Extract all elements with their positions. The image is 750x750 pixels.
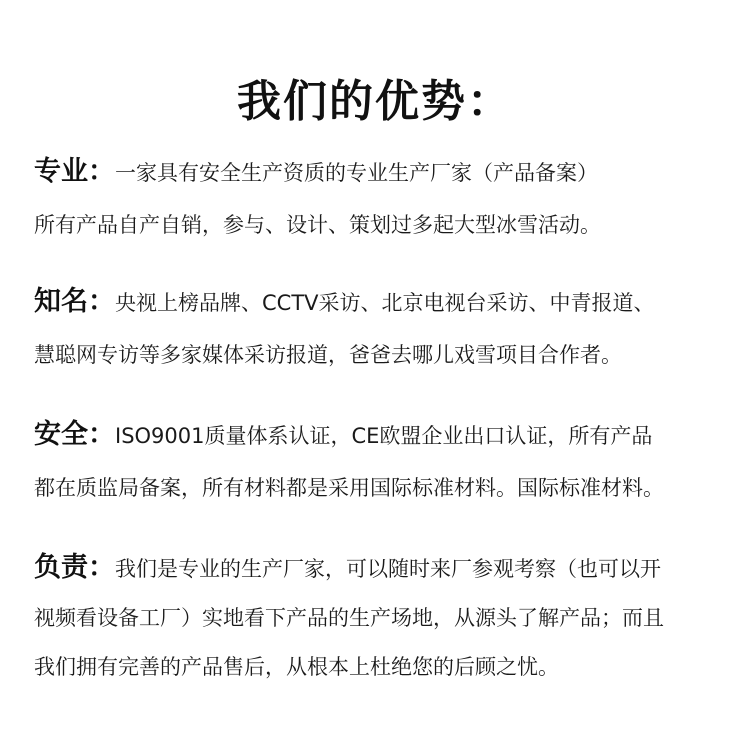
section-famous — [34, 288, 734, 393]
section-text: 视频看设备工厂）实地看下产品的生产场地，从源头了解产品；而且 — [34, 606, 664, 630]
section-line — [34, 288, 734, 317]
section-text: 所有产品自产自销，参与、设计、策划过多起大型冰雪活动。 — [34, 213, 601, 237]
section-separator: ： — [88, 419, 115, 450]
section-separator: ： — [88, 286, 115, 317]
section-line — [34, 158, 734, 187]
section-text: ISO9001质量体系认证，CE欧盟企业出口认证，所有产品 — [115, 424, 653, 448]
section-separator: ： — [88, 552, 115, 583]
section-text: 都在质监局备案，所有材料都是采用国际标准材料。国际标准材料。 — [34, 476, 664, 500]
section-text: 央视上榜品牌、CCTV采访、北京电视台采访、中青报道、 — [115, 291, 655, 315]
section-line — [34, 421, 734, 450]
section-separator: ： — [88, 156, 115, 187]
section-text: 一家具有安全生产资质的专业生产厂家（产品备案） — [115, 161, 598, 185]
section-line — [34, 211, 734, 239]
section-professional — [34, 158, 734, 263]
section-text: 我们拥有完善的产品售后，从根本上杜绝您的后顾之忧。 — [34, 655, 559, 679]
section-line — [34, 474, 734, 502]
section-label: 专业 — [34, 156, 88, 187]
section-line — [34, 341, 734, 369]
section-text: 慧聪网专访等多家媒体采访报道，爸爸去哪儿戏雪项目合作者。 — [34, 343, 622, 367]
section-text: 我们是专业的生产厂家，可以随时来厂参观考察（也可以开 — [115, 557, 661, 581]
section-line — [34, 653, 734, 681]
page-title: 我们的优势： — [237, 76, 513, 127]
section-label: 知名 — [34, 286, 88, 317]
section-line — [34, 604, 734, 632]
section-line — [34, 554, 734, 583]
section-label: 安全 — [34, 419, 88, 450]
section-responsible — [34, 554, 734, 702]
section-label: 负责 — [34, 552, 88, 583]
section-safety — [34, 421, 734, 526]
